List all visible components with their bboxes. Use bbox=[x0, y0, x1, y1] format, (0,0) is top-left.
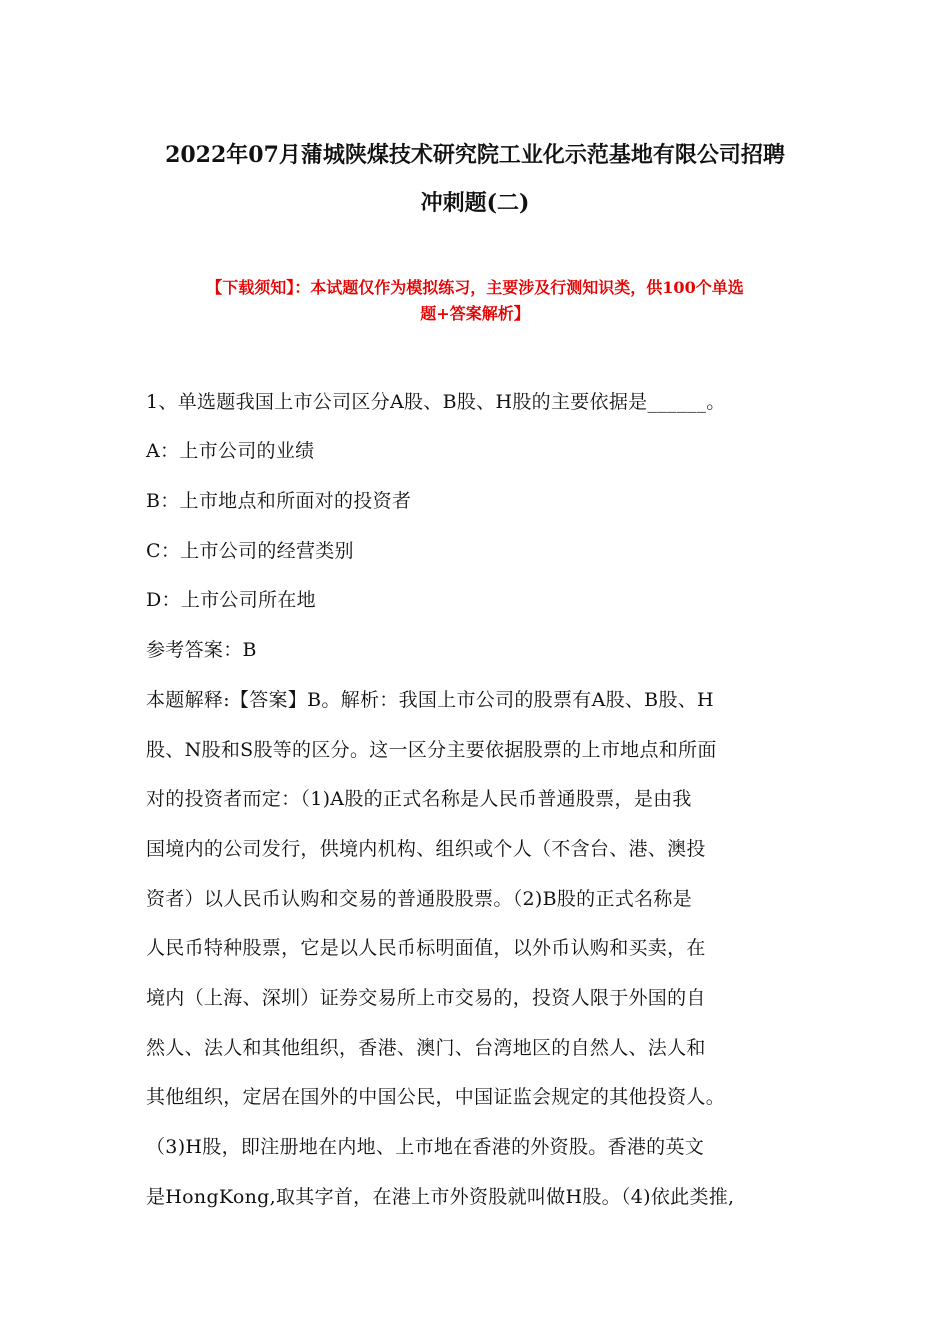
option-b: B：上市地点和所面对的投资者 bbox=[146, 490, 412, 512]
reference-answer: 参考答案：B bbox=[146, 639, 257, 661]
explanation-line: （3)H股，即注册地在内地、上市地在香港的外资股。香港的英文 bbox=[146, 1136, 705, 1158]
option-a: A：上市公司的业绩 bbox=[146, 440, 315, 462]
explanation-line: 然人、法人和其他组织，香港、澳门、台湾地区的自然人、法人和 bbox=[146, 1037, 706, 1059]
document-title-line-2: 冲刺题(二) bbox=[420, 190, 530, 216]
question-stem: 1、单选题我国上市公司区分A股、B股、H股的主要依据是______。 bbox=[146, 391, 726, 413]
explanation-line: 国境内的公司发行，供境内机构、组织或个人（不含台、港、澳投 bbox=[146, 838, 706, 860]
explanation-line: 其他组织，定居在国外的中国公民，中国证监会规定的其他投资人。 bbox=[146, 1086, 726, 1108]
document-title-line-1: 2022年07月蒲城陕煤技术研究院工业化示范基地有限公司招聘 bbox=[165, 142, 785, 168]
explanation-line: 境内（上海、深圳）证券交易所上市交易的，投资人限于外国的自 bbox=[146, 987, 706, 1009]
option-d: D：上市公司所在地 bbox=[146, 589, 316, 611]
explanation-line: 资者）以人民币认购和交易的普通股股票。（2)B股的正式名称是 bbox=[146, 888, 692, 910]
download-notice-line-2: 题+答案解析】 bbox=[420, 304, 530, 323]
explanation-line: 人民币特种股票，它是以人民币标明面值，以外币认购和买卖，在 bbox=[146, 937, 706, 959]
explanation-line: 股、N股和S股等的区分。这一区分主要依据股票的上市地点和所面 bbox=[146, 739, 717, 761]
explanation-line: 是HongKong,取其字首，在港上市外资股就叫做H股。（4)依此类推, bbox=[146, 1186, 735, 1208]
explanation-line: 本题解释:【答案】B。解析：我国上市公司的股票有A股、B股、H bbox=[146, 689, 714, 711]
download-notice-line-1: 【下载须知】：本试题仅作为模拟练习，主要涉及行测知识类，供100个单选 bbox=[206, 278, 744, 297]
option-c: C：上市公司的经营类别 bbox=[146, 540, 354, 562]
explanation-line: 对的投资者而定：（1)A股的正式名称是人民币普通股票，是由我 bbox=[146, 788, 692, 810]
